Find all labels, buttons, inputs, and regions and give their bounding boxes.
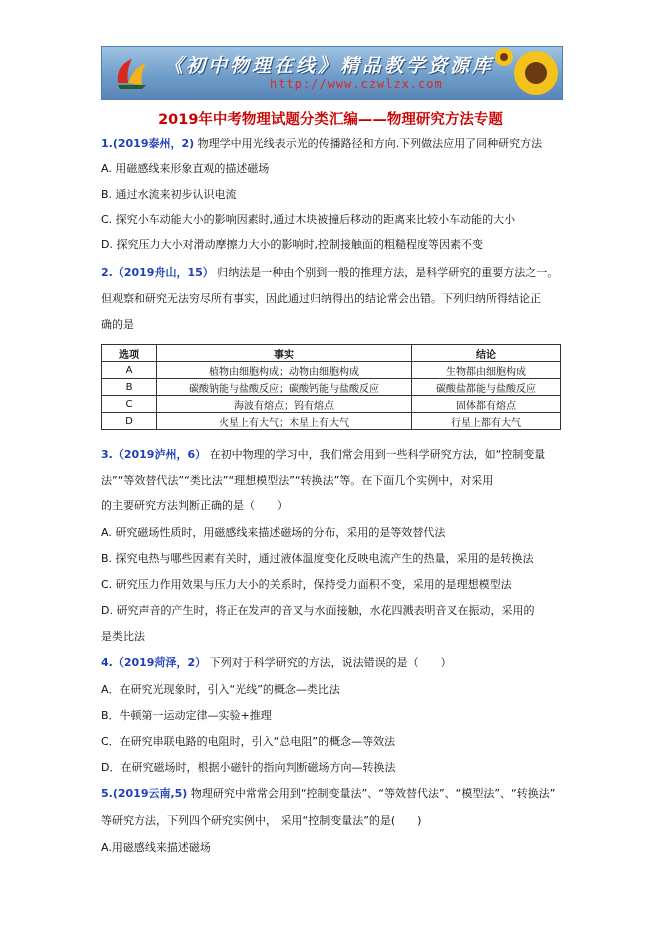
q1-option-b: B. 通过水流来初步认识电流 [101,188,237,201]
q2-stem-line2: 但观察和研究无法穷尽所有事实，因此通过归纳得出的结论常会出错。下列归纳所得结论正 [101,292,541,305]
cell-conclusion: 生物都由细胞构成 [412,362,561,379]
cell-fact: 海波有熔点；钨有熔点 [157,396,412,413]
q3-option-d-cont: 是类比法 [101,630,145,643]
q5-option-a: A.用磁感线来描述磁场 [101,841,211,854]
header-option: 选项 [102,345,157,362]
q3-stem-1: 在初中物理的学习中，我们常会用到一些科学研究方法，如“控制变量 [209,448,546,461]
q5-source: 5.(2019云南,5) [101,787,188,800]
cell-conclusion: 碳酸盐都能与盐酸反应 [412,379,561,396]
q2-stem-1: 归纳法是一种由个别到一般的推理方法，是科学研究的重要方法之一。 [217,266,559,279]
q1-option-a: A. 用磁感线来形象直观的描述磁场 [101,162,270,175]
q3-source: 3.（2019泸州，6） [101,448,207,461]
q2-stem-line3: 确的是 [101,318,134,331]
q3-stem-line1 [101,448,545,462]
header-banner [101,46,563,100]
q1-option-d: D. 探究压力大小对滑动摩擦力大小的影响时,控制接触面的粗糙程度等因素不变 [101,238,483,251]
facts-table [101,344,561,430]
q3-option-c: C. 研究压力作用效果与压力大小的关系时，保持受力面积不变，采用的是理想模型法 [101,578,512,591]
q2-source: 2.（2019舟山，15） [101,266,214,279]
banner-title: 《初中物理在线》精品教学资源库 [164,55,495,77]
site-logo [112,53,152,93]
q1-stem: 物理学中用光线表示光的传播路径和方向.下列做法应用了同种研究方法 [197,137,543,150]
q4-option-c: C．在研究串联电路的电阻时，引入“总电阻”的概念—等效法 [101,735,396,748]
cell-fact: 植物由细胞构成；动物由细胞构成 [157,362,412,379]
q4-option-d: D．在研究磁场时，根据小磁针的指向判断磁场方向—转换法 [101,761,396,774]
q3-option-a: A. 研究磁场性质时，用磁感线来描述磁场的分布，采用的是等效替代法 [101,526,446,539]
q3-stem-line2: 法”“等效替代法”“类比法”“理想模型法”“转换法”等。在下面几个实例中，对采用 [101,474,494,487]
cell-conclusion: 固体都有熔点 [412,396,561,413]
cell-fact: 火星上有大气；木星上有大气 [157,413,412,430]
table-row [102,396,561,413]
q4-source: 4.（2019菏泽，2） [101,656,207,669]
q1-source: 1.(2019泰州，2) [101,137,195,150]
table-row [102,413,561,430]
cell-option: B [102,379,157,396]
q4-option-a: A．在研究光现象时，引入“光线”的概念—类比法 [101,683,340,696]
table-header-row [102,345,561,362]
q5-stem-1: 物理研究中常常会用到“控制变量法”、“等效替代法”、“模型法”、“转换法” [190,787,556,800]
q5-stem-line1 [101,787,555,801]
q3-option-b: B. 探究电热与哪些因素有关时，通过液体温度变化反映电流产生的热量，采用的是转换法 [101,552,534,565]
cell-option: A [102,362,157,379]
q3-option-d: D. 研究声音的产生时，将正在发声的音叉与水面接触，水花四溅表明音叉在振动，采用的 [101,604,535,617]
q2-stem-line1 [101,266,558,280]
table-row [102,362,561,379]
q4-stem: 下列对于科学研究的方法，说法错误的是（ ） [209,656,452,669]
q3-stem-line3: 的主要研究方法判断正确的是（ ） [101,499,288,512]
sunflower-image [492,47,562,99]
q5-stem-line2: 等研究方法，下列四个研究实例中， 采用“控制变量法”的是( ) [101,814,422,827]
header-conclusion: 结论 [412,345,561,362]
header-fact: 事实 [157,345,412,362]
q4-stem-line [101,656,452,670]
q4-option-b: B．牛顿第一运动定律—实验+推理 [101,709,272,722]
cell-option: C [102,396,157,413]
cell-option: D [102,413,157,430]
cell-conclusion: 行星上都有大气 [412,413,561,430]
q1-option-c: C. 探究小车动能大小的影响因素时,通过木块被撞后移动的距离来比较小车动能的大小 [101,213,516,226]
cell-fact: 碳酸钠能与盐酸反应；碳酸钙能与盐酸反应 [157,379,412,396]
document-title: 2019年中考物理试题分类汇编——物理研究方法专题 [158,112,503,128]
q1-stem-line [101,137,542,151]
table-row [102,379,561,396]
banner-url[interactable]: http://www.czwlzx.com [270,77,443,91]
